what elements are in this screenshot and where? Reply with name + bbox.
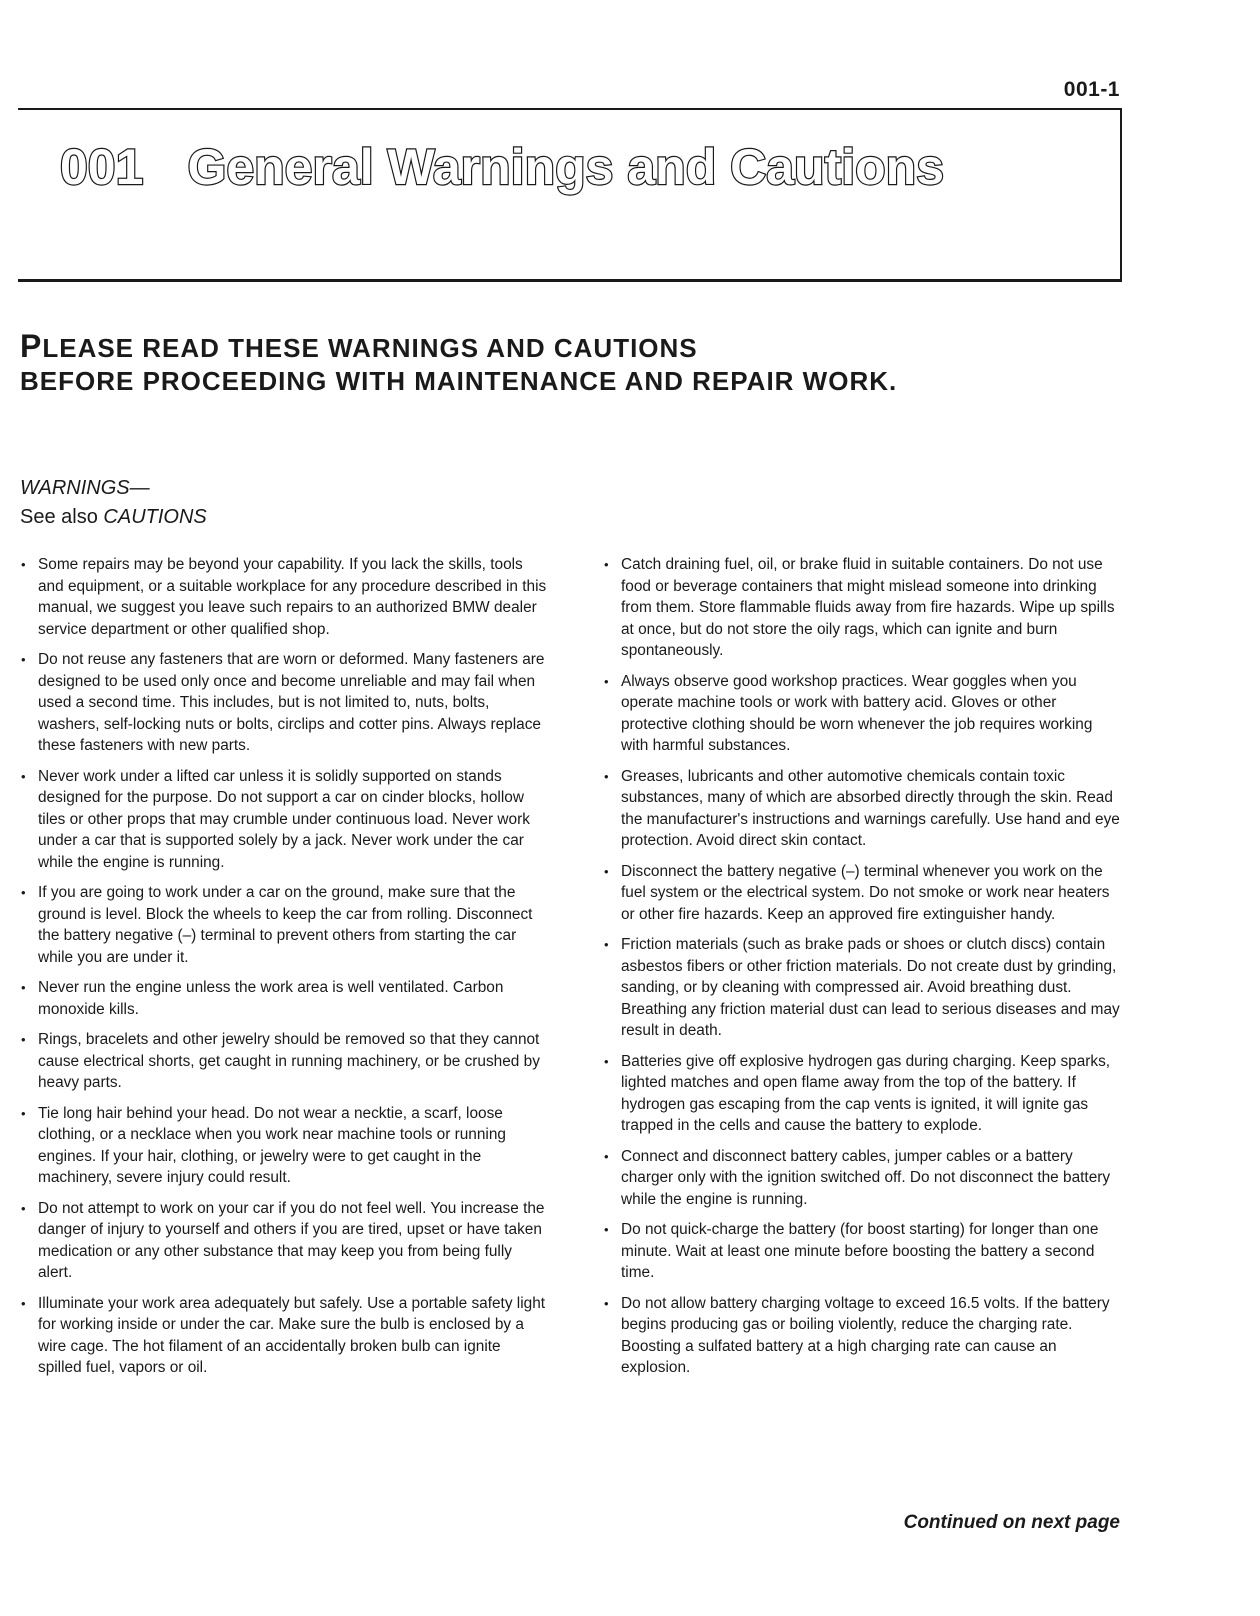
warning-text: If you are going to work under a car on the ground, make sure that the ground is level. Block the wheels to keep the car from rolling. Disconnect the battery negative (–) terminal to prevent others from starting the car while you are under it. — [38, 884, 533, 966]
warning-item — [603, 766, 1123, 852]
bullet-icon: • — [604, 863, 609, 879]
bullet-icon: • — [21, 1200, 26, 1216]
page-number: 001-1 — [1063, 78, 1120, 101]
bullet-icon: • — [604, 1148, 609, 1164]
continued-note: Continued on next page — [903, 1512, 1120, 1533]
warning-item — [20, 977, 548, 1020]
warning-text: Never work under a lifted car unless it is solidly supported on stands designed for the purpose. Do not support a car on cinder blocks, hollow tiles or other props that may crumble under continuous load. Never work under a car that is supported solely by a jack. Never work under the car while the engine is running. — [38, 767, 530, 871]
warning-text: Never run the engine unless the work area is well ventilated. Carbon monoxide kills. — [38, 979, 504, 1018]
bullet-icon: • — [21, 1032, 26, 1047]
warning-text: Rings, bracelets and other jewelry should be removed so that they cannot cause electrical shorts, get caught in running machinery, or be crushed by heavy parts. — [38, 1031, 540, 1091]
warning-item — [20, 1103, 548, 1189]
see-also-text: See also — [20, 506, 98, 528]
bullet-icon: • — [604, 1053, 609, 1069]
bullet-icon: • — [21, 557, 26, 572]
warning-text: Disconnect the battery negative (–) terminal whenever you work on the fuel system or the electrical system. Do not smoke or work near heaters or other fire hazards. Keep an approved fire extinguisher handy. — [621, 862, 1110, 923]
warnings-label: WARNINGS— — [20, 477, 150, 499]
warning-item — [603, 554, 1123, 662]
chapter-title-box — [18, 108, 1122, 282]
warning-item — [603, 1293, 1123, 1379]
warning-item — [603, 1146, 1123, 1211]
banner-line-1-text: LEASE READ THESE WARNINGS AND CAUTIONS — [42, 333, 698, 363]
bullet-icon: • — [604, 557, 609, 572]
warning-item — [20, 1029, 548, 1094]
bullet-icon: • — [604, 673, 609, 689]
bullet-icon: • — [21, 652, 26, 667]
warning-banner — [20, 330, 1140, 398]
warning-text: Do not quick-charge the battery (for boost starting) for longer than one minute. Wait at least one minute before boosting the battery a second time. — [621, 1221, 1099, 1281]
bullet-icon: • — [604, 768, 609, 784]
warning-text: Friction materials (such as brake pads or shoes or clutch discs) contain asbestos fibers or other friction materials. Do not create dust by grinding, sanding, or by cleaning with compressed air. Avoid breathing dust. Breathing any friction material dust can lead to serious diseases and may result in death. — [621, 936, 1120, 1039]
warning-item — [20, 649, 548, 757]
warnings-list-right — [603, 554, 1123, 1388]
warning-text: Batteries give off explosive hydrogen gas during charging. Keep sparks, lighted matches and open flame away from the top of the battery. If hydrogen gas escaping from the cap vents is ignited, it will ignite gas trapped in the cells and cause the battery to explode. — [621, 1052, 1111, 1134]
banner-initial: P — [20, 328, 43, 364]
warning-item — [20, 766, 548, 874]
warning-text: Connect and disconnect battery cables, jumper cables or a battery charger only with the ignition switched off. Do not disconnect the battery while the engine is running. — [621, 1147, 1111, 1208]
bullet-icon: • — [21, 980, 26, 995]
bullet-icon: • — [21, 1295, 26, 1311]
see-also-line — [20, 503, 207, 532]
warning-item — [20, 1198, 548, 1284]
see-also-target: CAUTIONS — [103, 506, 207, 528]
warning-item — [20, 1293, 548, 1379]
warning-text: Do not allow battery charging voltage to exceed 16.5 volts. If the battery begins producing gas or boiling violently, reduce the charging rate. Boosting a sulfated battery at a high charging rate can cause an explosion. — [621, 1294, 1110, 1376]
warning-text: Do not reuse any fasteners that are worn or deformed. Many fasteners are designed to be used only once and become unreliable and may fail when used a second time. This includes, but is not limited to, nuts, bolts, washers, self-locking nuts or bolts, circlips and cotter pins. Always replace these fasteners with new parts. — [38, 651, 545, 754]
bullet-icon: • — [604, 1295, 609, 1311]
warning-item — [603, 1219, 1123, 1284]
chapter-title-text: General Warnings and Cautions — [187, 139, 945, 195]
warnings-list-left — [20, 554, 548, 1388]
warning-text: Tie long hair behind your head. Do not wear a necktie, a scarf, loose clothing, or a necklace when you work near machine tools or running engines. If your hair, clothing, or jewelry were to get caught in the machinery, severe injury could result. — [38, 1104, 506, 1186]
warning-text: Some repairs may be beyond your capability. If you lack the skills, tools and equipment, or a suitable workplace for any procedure described in this manual, we suggest you leave such repairs to an authorized BMW dealer service department or other qualified shop. — [38, 556, 547, 638]
warning-item — [603, 671, 1123, 757]
bullet-icon: • — [604, 937, 609, 952]
warning-item — [603, 934, 1123, 1042]
warning-item — [20, 882, 548, 968]
warning-text: Illuminate your work area adequately but safely. Use a portable safety light for working inside or under the car. Make sure the bulb is enclosed by a wire cage. The hot filament of an accidentally broken bulb can ignite spilled fuel, vapors or oil. — [38, 1294, 546, 1376]
bullet-icon: • — [21, 1105, 26, 1121]
warnings-heading — [20, 474, 207, 532]
warning-item — [603, 1051, 1123, 1137]
warning-item — [603, 861, 1123, 926]
banner-line-2: BEFORE PROCEEDING WITH MAINTENANCE AND REPAIR WORK. — [20, 366, 898, 396]
bullet-icon: • — [21, 885, 26, 900]
bullet-icon: • — [21, 768, 26, 784]
warning-text: Do not attempt to work on your car if you do not feel well. You increase the danger of injury to yourself and others if you are tired, upset or have taken medication or any other substance that may keep you from being fully alert. — [38, 1199, 545, 1281]
warning-item — [20, 554, 548, 640]
bullet-icon: • — [604, 1222, 609, 1237]
chapter-title — [60, 139, 945, 195]
chapter-number: 001 — [60, 139, 144, 195]
warning-text: Catch draining fuel, oil, or brake fluid in suitable containers. Do not use food or beverage containers that might mislead someone into drinking from them. Store flammable fluids away from fire hazards. Wipe up spills at once, but do not store the oily rags, which can ignite and burn spontaneously. — [621, 556, 1115, 659]
warning-text: Greases, lubricants and other automotive chemicals contain toxic substances, many of which are absorbed directly through the skin. Read the manufacturer's instructions and warnings carefully. Use hand and eye protection. Avoid direct skin contact. — [621, 767, 1120, 849]
banner-line-1 — [20, 330, 1140, 365]
warning-text: Always observe good workshop practices. Wear goggles when you operate machine tools or work with battery acid. Gloves or other protective clothing should be worn whenever the job requires working with harmful substances. — [621, 672, 1093, 754]
